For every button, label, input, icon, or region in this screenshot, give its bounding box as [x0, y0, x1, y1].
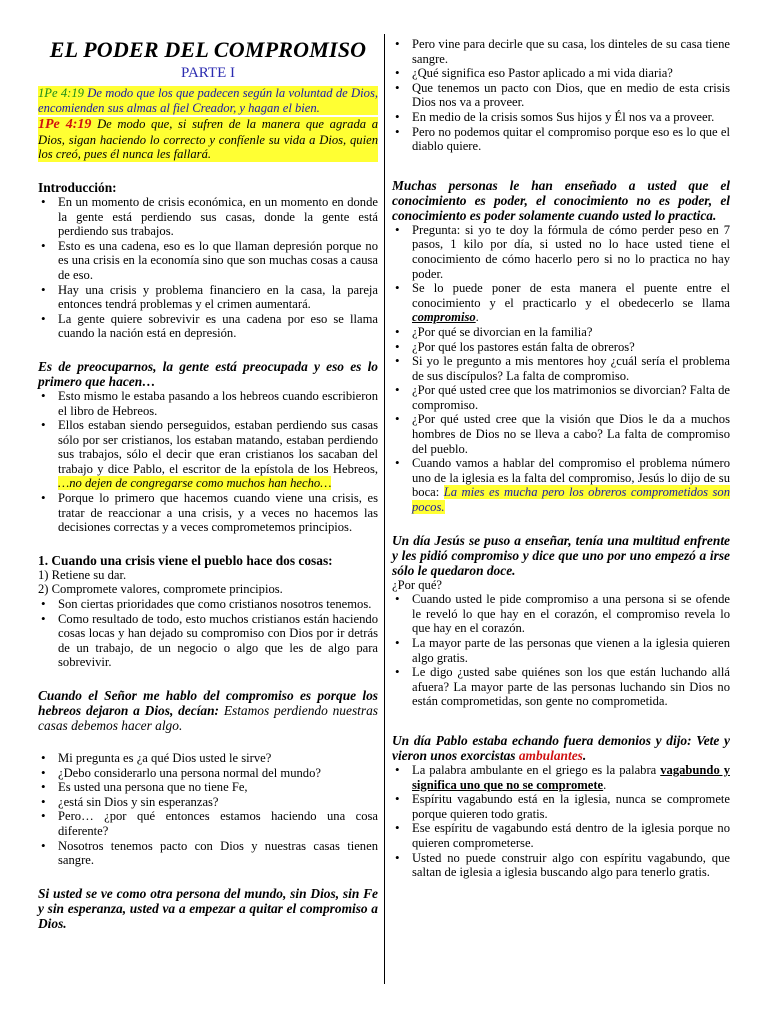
list-item: • ¿Por qué usted cree que los matrimonios se divorcian? Falta de compromiso. [392, 383, 730, 412]
conocimiento-heading-text: Muchas personas le han enseñado a usted que el conocimiento es poder, el conocimiento no es poder, el conocimiento es poder solamente cuando usted lo practica [392, 177, 730, 223]
verse-2-ref: 1Pe 4:19 [38, 117, 92, 133]
closing-paragraph: Si usted se ve como otra persona del mundo, sin Dios, sin Fe y sin esperanza, usted va a empezar a quitar el compromiso a Dios. [38, 885, 378, 931]
senor-list [38, 751, 378, 868]
list-item: • ¿Por qué se divorcian en la familia? [392, 325, 730, 340]
list-item: • Que tenemos un pacto con Dios, que en medio de esta crisis Dios nos va a proveer. [392, 81, 730, 110]
list-item-text: Se lo puede poner de esta manera el puente entre el conocimiento y el practicarlo y el obedecerlo se llama [412, 281, 730, 310]
list-item-text: Cuando vamos a hablar del compromiso el problema número uno de la iglesia es la falta del compromiso, Jesús lo dijo de su boca: [412, 456, 730, 500]
list-item: • ¿Por qué usted cree que la visión que Dios le da a muchos hombres de Dios no se lleva a cabo? La falta de compromiso del pueblo. [392, 412, 730, 456]
list-item: • Pregunta: si yo te doy la fórmula de cómo perder peso en 7 pasos, 1 kilo por día, si usted no lo hace usted tiene el conocimiento de cómo hacerlo pero si no lo practica no hay poder. [392, 223, 730, 281]
list-item: • Pero… ¿por qué entonces estamos haciendo una cosa diferente? [38, 809, 378, 838]
pablo-heading [392, 733, 730, 763]
column-divider [384, 34, 385, 984]
pablo-heading-end: . [582, 747, 587, 763]
crisis-list [38, 597, 378, 670]
list-item: • Usted no puede construir algo con espíritu vagabundo, que saltan de iglesia a iglesia buscando algo para tenerlo gratis. [392, 851, 730, 880]
intro-heading: Introducción: [38, 179, 117, 195]
list-item: • Ese espíritu de vagabundo está dentro de la iglesia porque no quieren comprometerse. [392, 821, 730, 850]
list-item: • Le digo ¿usted sabe quiénes son los que están luchando allá afuera? La mayor parte de las personas luchando sin Dios no están comprometidas, son gente no comprometida. [392, 665, 730, 709]
conocimiento-list [392, 223, 730, 515]
right-top-list [392, 37, 730, 154]
crisis-heading [38, 553, 378, 568]
verse-2 [38, 117, 378, 162]
list-item: • En un momento de crisis económica, en un momento en donde la gente está perdiendo sus casas, donde la gente está perdiendo sus trabajos. [38, 195, 378, 239]
list-item: • Porque lo primero que hacemos cuando viene una crisis, es tratar de reaccionar a una crisis, y a veces no hacemos las decisiones correctas y a veces comprometemos principios. [38, 491, 378, 535]
list-item: • Como resultado de todo, esto muchos cristianos están haciendo cosas locas y han dejado su compromiso con Dios por ir detrás de un trabajo, de un negocio o algo que les de algo para sobrevivir. [38, 612, 378, 670]
list-item-end: . [603, 777, 607, 792]
crisis-heading-colon: : [328, 552, 333, 568]
jesus-list [392, 592, 730, 709]
senor-sub: Estamos perdiendo nuestras casas debemos hacer algo. [38, 703, 378, 733]
pablo-heading-text: Un día Pablo estaba echando fuera demonios y dijo: Vete y vieron unos exorcistas [392, 732, 730, 763]
jesus-heading: Un día Jesús se puso a enseñar, tenía una multitud enfrente y les pidió compromiso y dice que uno por uno empezó a irse sólo le quedaron doce. [392, 532, 730, 578]
senor-heading [38, 688, 378, 733]
list-item-text: La palabra ambulante en el griego es la palabra [412, 762, 661, 777]
list-item: • Es usted una persona que no tiene Fe, [38, 780, 378, 795]
verse-1-ref: 1Pe 4:19 [38, 86, 84, 100]
highlight-quote: La mies es mucha pero los obreros comprometidos son pocos. [412, 485, 731, 515]
page-subtitle: PARTE I [181, 65, 235, 81]
list-item: • La mayor parte de las personas que vienen a la iglesia quieren algo gratis. [392, 636, 730, 665]
list-item: • Pero vine para decirle que su casa, los dinteles de su casa tiene sangre. [392, 37, 730, 66]
list-item: • ¿está sin Dios y sin esperanzas? [38, 795, 378, 810]
page-title: EL PODER DEL COMPROMISO [49, 37, 367, 62]
list-item: • ¿Qué significa eso Pastor aplicado a mi vida diaria? [392, 66, 730, 81]
list-item: • Si yo le pregunto a mis mentores hoy ¿cuál sería el problema de sus discípulos? La falta de compromiso. [392, 354, 730, 383]
list-item-end: . [475, 310, 479, 325]
verse-2-text: De modo que, si sufren de la manera que agrada a Dios, sigan haciendo lo correcto y confíenle su vida a Dios, quien los creó, pues él nunca les fallará. [38, 117, 378, 162]
list-item: • La gente quiere sobrevivir es una cadena por eso se llama cuando la nación está en depresión. [38, 312, 378, 341]
senor-heading-text: Cuando el Señor me hablo del compromiso es porque los hebreos dejaron a Dios, decían: [38, 688, 378, 718]
crisis-line-2: 2) Compromete valores, compromete principios. [38, 582, 283, 597]
conocimiento-heading-end: . [713, 207, 717, 223]
verse-1-text: De modo que los que padecen según la voluntad de Dios, encomienden sus almas al fiel Creador, y hagan el bien. [38, 86, 379, 115]
list-item: • Esto mismo le estaba pasando a los hebreos cuando escribieron el libro de Hebreos. [38, 389, 378, 418]
list-item [392, 456, 730, 514]
list-item: • Esto es una cadena, eso es lo que llaman depresión porque no es una crisis en la economía sino que son muchas cosas a causa de eso. [38, 239, 378, 283]
list-item: • En medio de la crisis somos Sus hijos y Él nos va a proveer. [392, 110, 730, 125]
list-item: • ¿Debo considerarlo una persona normal del mundo? [38, 766, 378, 781]
list-item: • Pero no podemos quitar el compromiso porque eso es lo que el diablo quiere. [392, 125, 730, 154]
list-item: • Son ciertas prioridades que como cristianos nosotros tenemos. [38, 597, 378, 612]
crisis-line-1: 1) Retiene su dar. [38, 567, 127, 582]
highlight-quote: …no dejen de congregarse como muchos han hecho… [58, 476, 332, 491]
list-item-text: Ellos estaban siendo perseguidos, estaban perdiendo sus casas sólo por ser cristianos, los estaban matando, estaban perdiendo sus trabajos, sólo el decir que eran cristianos los sacaban del trabajo y dice Pablo, el escritor de la epístola de los Hebreos, [58, 418, 378, 476]
right-column [392, 37, 730, 880]
list-item: • Espíritu vagabundo está en la iglesia, nunca se compromete porque quieren todo gratis. [392, 792, 730, 821]
list-item [38, 418, 378, 491]
intro-list [38, 195, 378, 341]
crisis-heading-text: 1. Cuando una crisis viene el pueblo hace dos cosas [38, 552, 329, 568]
list-item: • Cuando usted le pide compromiso a una persona si se ofende le reveló lo que hay en el corazón, el compromiso revela lo que hay en el corazón. [392, 592, 730, 636]
list-item [392, 281, 730, 325]
list-item: • Nosotros tenemos pacto con Dios y nuestras casas tienen sangre. [38, 839, 378, 868]
list-item: • ¿Por qué los pastores están falta de obreros? [392, 340, 730, 355]
underlined-term: compromiso [412, 310, 476, 325]
underlined-term: vagabundo y significa uno que no se compromete [412, 762, 730, 792]
list-item: • Hay una crisis y problema financiero en la casa, la pareja entonces tendrá problemas y el crimen aumentará. [38, 283, 378, 312]
verse-1 [38, 86, 378, 115]
jesus-question: ¿Por qué? [392, 577, 443, 592]
list-item: • Mi pregunta es ¿a qué Dios usted le sirve? [38, 751, 378, 766]
conocimiento-heading [392, 178, 730, 223]
preocupar-heading: Es de preocuparnos, la gente está preocupada y eso es lo primero que hacen… [38, 358, 378, 389]
list-item [392, 763, 730, 792]
left-column [38, 34, 378, 931]
pablo-heading-red: ambulantes [518, 747, 583, 763]
pablo-list [392, 763, 730, 880]
preocupar-list [38, 389, 378, 535]
